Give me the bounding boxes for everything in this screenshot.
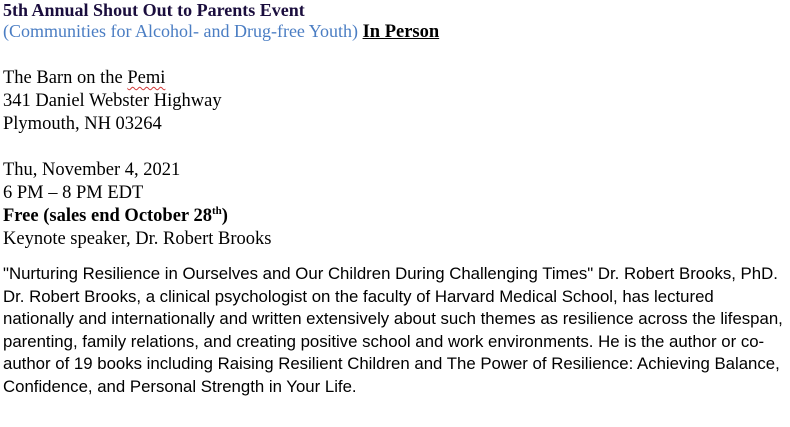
organization-name: (Communities for Alcohol- and Drug-free Youth) xyxy=(3,21,358,41)
organization-line xyxy=(3,20,788,44)
venue-city: Plymouth, NH 03264 xyxy=(3,114,162,134)
ordinal-superscript: th xyxy=(211,205,222,217)
ticket-price-text: Free (sales end October 28 xyxy=(3,206,212,226)
ticket-price-close: ) xyxy=(221,206,228,226)
keynote-speaker: Keynote speaker, Dr. Robert Brooks xyxy=(3,229,272,249)
venue-name-text: The Barn on the xyxy=(3,68,128,88)
in-person-label: In Person xyxy=(362,22,440,42)
event-title: 5th Annual Shout Out to Parents Event xyxy=(3,0,305,20)
description-paragraph: "Nurturing Resilience in Ourselves and Our Children During Challenging Times" Dr. Robert Brooks, PhD. Dr. Robert Brooks, a clinical psychologist on the faculty of Harvard Medical School, has lectured nationally and internationally and written extensively about such themes as resilience across the lifespan, parenting, family relations, and creating positive school and work environments. He is the author or co-author of 19 books including Raising Resilient Children and The Power of Resilience: Achieving Balance, Confidence, and Personal Strength in Your Life. xyxy=(3,264,783,396)
event-time: 6 PM – 8 PM EDT xyxy=(3,183,144,203)
spellcheck-flagged-word[interactable]: Pemi xyxy=(127,68,166,88)
venue-street: 341 Daniel Webster Highway xyxy=(3,91,222,111)
venue-name xyxy=(3,67,788,90)
event-date: Thu, November 4, 2021 xyxy=(3,160,181,180)
ticket-price xyxy=(3,205,788,228)
blank-line xyxy=(3,44,788,67)
blank-line xyxy=(3,136,788,159)
document-body xyxy=(3,0,788,398)
